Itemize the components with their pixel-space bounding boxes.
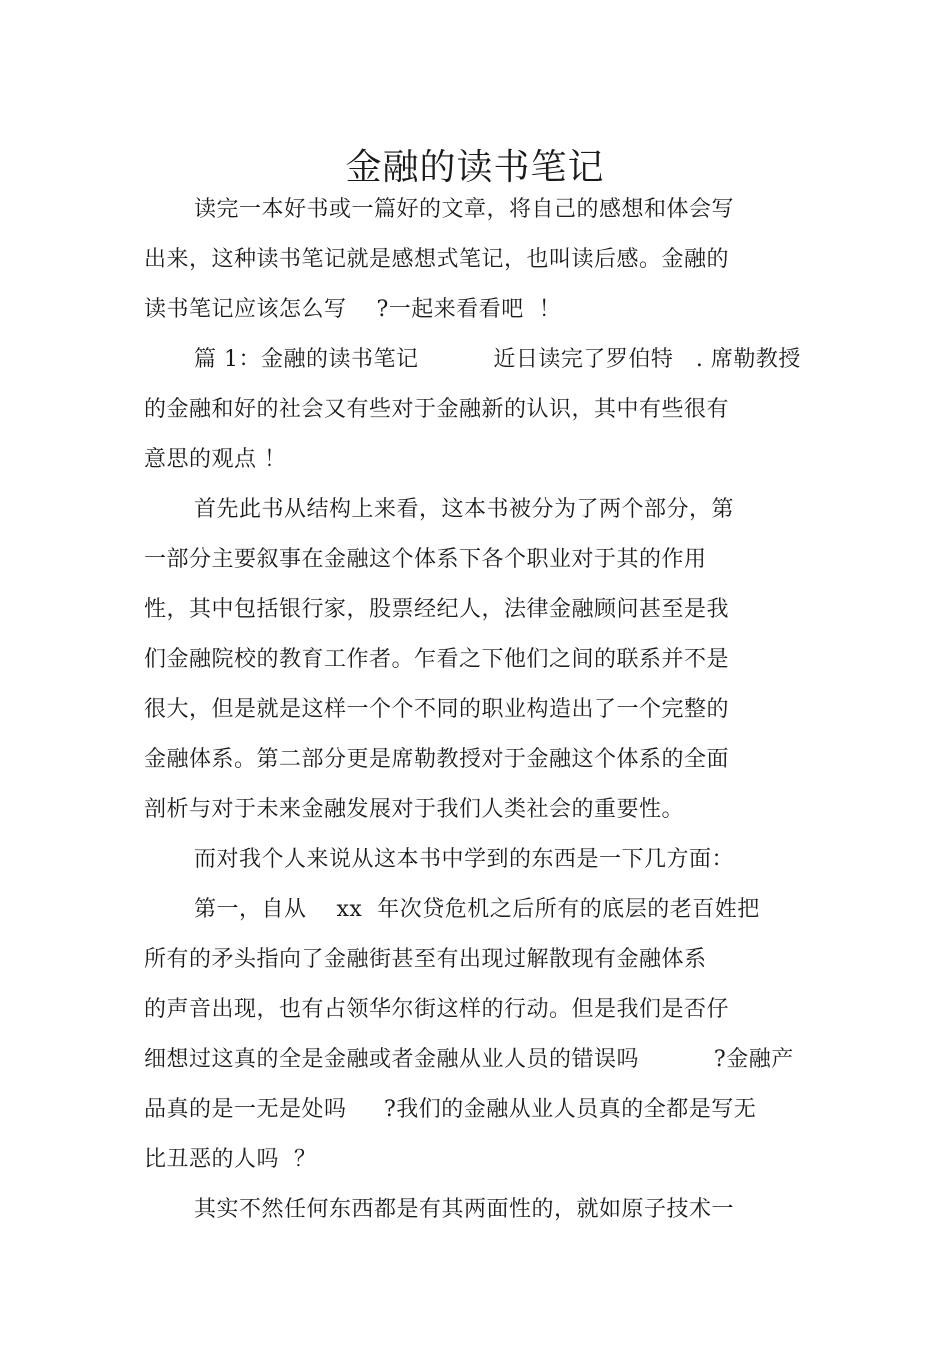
body-line: 很大，但是就是这样一个个不同的职业构造出了一个完整的 (144, 697, 730, 722)
body-line: 出来，这种读书笔记就是感想式笔记，也叫读后感。金融的 (144, 247, 730, 272)
body-line: 所有的矛头指向了金融街甚至有出现过解散现有金融体系 (144, 947, 707, 972)
body-line: 篇 1：金融的读书笔记 近日读完了罗伯特 . 席勒教授 (194, 347, 801, 372)
body-line: 金融体系。第二部分更是席勒教授对于金融这个体系的全面 (144, 747, 730, 772)
body-line: 的金融和好的社会又有些对于金融新的认识，其中有些很有 (144, 397, 730, 422)
body-line: 性，其中包括银行家，股票经纪人，法律金融顾问甚至是我 (144, 597, 730, 622)
document-title: 金融的读书笔记 (345, 147, 605, 189)
body-line: 细想过这真的全是金融或者金融从业人员的错误吗 ?金融产 (144, 1047, 794, 1072)
body-line: 一部分主要叙事在金融这个体系下各个职业对于其的作用 (144, 547, 707, 572)
body-line: 的声音出现，也有占领华尔街这样的行动。但是我们是否仔 (144, 997, 730, 1022)
body-line: 而对我个人来说从这本书中学到的东西是一下几方面： (194, 847, 735, 872)
body-line: 第一，自从 xx 年次贷危机之后所有的底层的老百姓把 (194, 897, 760, 922)
body-line: 剖析与对于未来金融发展对于我们人类社会的重要性。 (144, 797, 685, 822)
body-line: 比丑恶的人吗 ？ (144, 1147, 317, 1172)
body-line: 意思的观点 ！ (144, 447, 287, 472)
body-line: 读完一本好书或一篇好的文章，将自己的感想和体会写 (194, 197, 735, 222)
body-line: 读书笔记应该怎么写 ?一起来看看吧 ！ (144, 297, 562, 322)
body-line: 品真的是一无是处吗 ?我们的金融从业人员真的全都是写无 (144, 1097, 757, 1122)
body-line: 其实不然任何东西都是有其两面性的，就如原子技术一 (194, 1197, 735, 1222)
body-line: 首先此书从结构上来看，这本书被分为了两个部分，第 (194, 497, 735, 522)
body-line: 们金融院校的教育工作者。乍看之下他们之间的联系并不是 (144, 647, 730, 672)
